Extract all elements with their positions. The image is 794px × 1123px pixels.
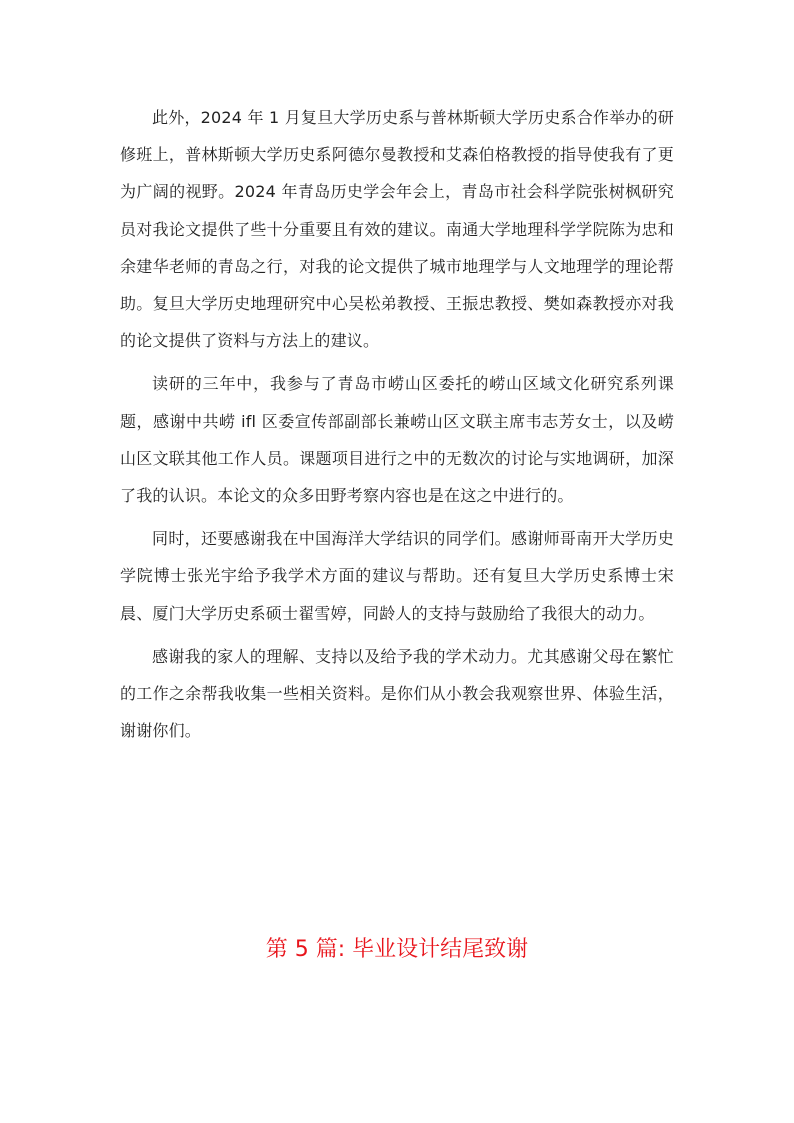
paragraph-acknowledgement-research-project: 读研的三年中，我参与了青岛市崂山区委托的崂山区域文化研究系列课题，感谢中共崂 ifl 区委宣传部副部长兼崂山区文联主席韦志芳女士，以及崂山区文联其他工作人员。课题项目进行之中的无数次的讨论与实地调研，加深了我的认识。本论文的众多田野考察内容也是在这之中进行的。 (120, 374, 674, 506)
section-heading: 第 5 篇: 毕业设计结尾致谢 (265, 937, 529, 962)
paragraph-acknowledgement-scholars: 此外，2024 年 1 月复旦大学历史系与普林斯顿大学历史系合作举办的研修班上，普林斯顿大学历史系阿德尔曼教授和艾森伯格教授的指导使我有了更为广阔的视野。2024 年青岛历史学会年会上，青岛市社会科学院张树枫研究员对我论文提供了些十分重要且有效的建议。南通大学地理科学学院陈为忠和余建华老师的青岛之行，对我的论文提供了城市地理学与人文地理学的理论帮助。复旦大学历史地理研究中心吴松弟教授、王振忠教授、樊如森教授亦对我的论文提供了资料与方法上的建议。 (120, 108, 674, 351)
paragraph-acknowledgement-classmates: 同时，还要感谢我在中国海洋大学结识的同学们。感谢师哥南开大学历史学院博士张光宇给予我学术方面的建议与帮助。还有复旦大学历史系博士宋晨、厦门大学历史系硕士翟雪婷，同龄人的支持与鼓励给了我很大的动力。 (120, 529, 674, 623)
paragraph-acknowledgement-family: 感谢我的家人的理解、支持以及给予我的学术动力。尤其感谢父母在繁忙的工作之余帮我收集一些相关资料。是你们从小教会我观察世界、体验生活，谢谢你们。 (120, 646, 674, 741)
document-body (120, 99, 674, 749)
